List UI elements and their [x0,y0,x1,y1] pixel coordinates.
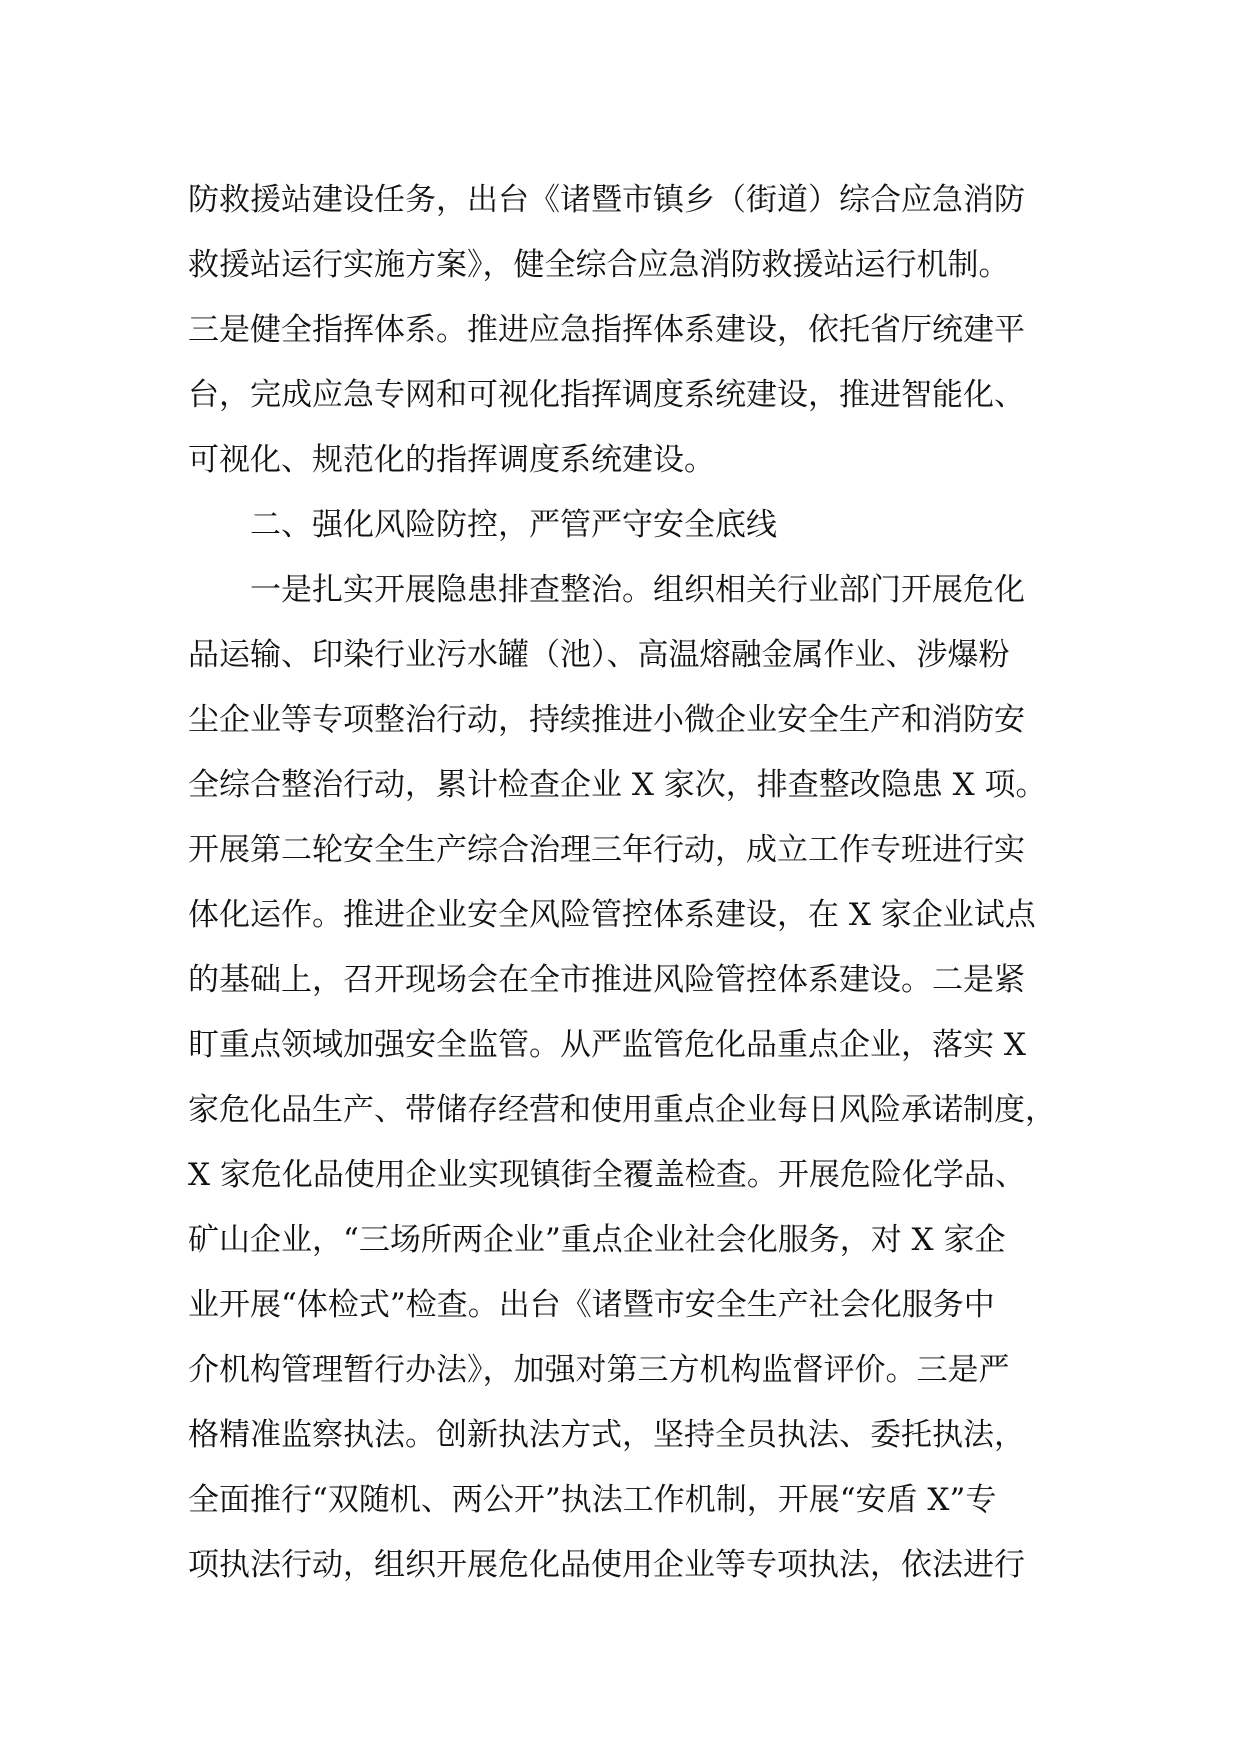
text-line: 防救援站建设任务，出台《诸暨市镇乡（街道）综合应急消防 [188,182,1025,218]
text-line: 全综合整治行动，累计检查企业 X 家次，排查整改隐患 X 项。 [188,767,1047,803]
text-line: 尘企业等专项整治行动，持续推进小微企业安全生产和消防安 [188,702,1025,738]
text-line: 体化运作。推进企业安全风险管控体系建设，在 X 家企业试点 [188,897,1036,933]
text-line: 盯重点领域加强安全监管。从严监管危化品重点企业，落实 X [188,1027,1026,1063]
text-line: 的基础上，召开现场会在全市推进风险管控体系建设。二是紧 [188,962,1025,998]
text-line: X 家危化品使用企业实现镇街全覆盖检查。开展危险化学品、 [188,1157,1026,1193]
document-body [188,168,1088,1598]
text-line: 品运输、印染行业污水罐（池）、高温熔融金属作业、涉爆粉 [188,637,1010,673]
text-line: 格精准监察执法。创新执法方式，坚持全员执法、委托执法， [188,1417,1025,1453]
text-line: 开展第二轮安全生产综合治理三年行动，成立工作专班进行实 [188,832,1025,868]
text-line: 业开展“体检式”检查。出台《诸暨市安全生产社会化服务中 [188,1287,995,1323]
text-line: 全面推行“双随机、两公开”执法工作机制，开展“安盾 X”专 [188,1482,997,1518]
text-line: 家危化品生产、带储存经营和使用重点企业每日风险承诺制度， [188,1092,1056,1128]
text-line: 项执法行动，组织开展危化品使用企业等专项执法，依法进行 [188,1547,1025,1583]
text-line: 救援站运行实施方案》，健全综合应急消防救援站运行机制。 [188,247,1010,283]
text-line: 三是健全指挥体系。推进应急指挥体系建设，依托省厅统建平 [188,312,1025,348]
paragraph-first-line: 二、强化风险防控，严管严守安全底线 [250,507,777,543]
text-line: 台，完成应急专网和可视化指挥调度系统建设，推进智能化、 [188,377,1025,413]
paragraph-first-line: 一是扎实开展隐患排查整治。组织相关行业部门开展危化 [250,572,1025,608]
text-line: 介机构管理暂行办法》，加强对第三方机构监督评价。三是严 [188,1352,1010,1388]
text-line: 可视化、规范化的指挥调度系统建设。 [188,442,715,478]
text-line: 矿山企业，“三场所两企业”重点企业社会化服务，对 X 家企 [188,1222,1006,1258]
